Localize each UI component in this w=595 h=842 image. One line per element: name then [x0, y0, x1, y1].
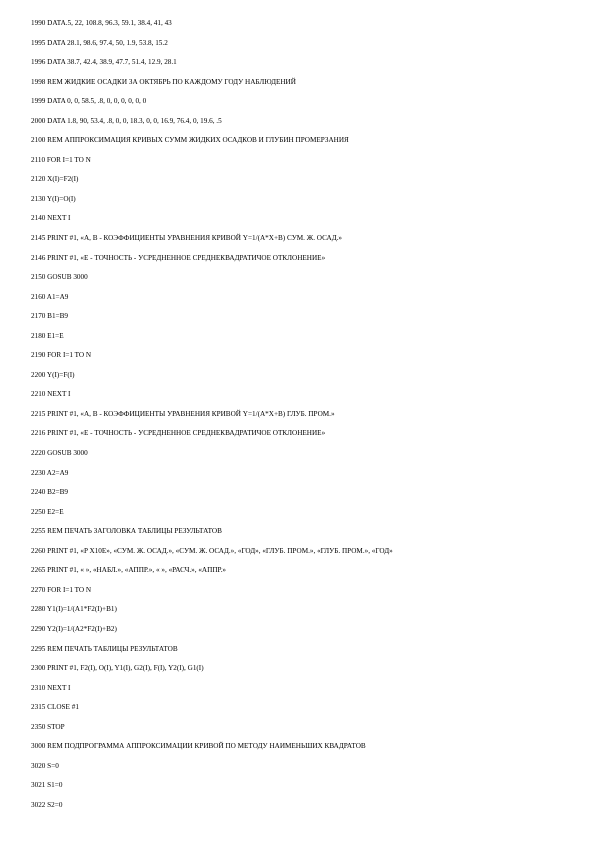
code-line: 2160 A1=A9	[31, 292, 69, 301]
code-line: 2200 Y(I)=F(I)	[31, 370, 75, 379]
code-line: 1998 REM ЖИДКИЕ ОСАДКИ ЗА ОКТЯБРЬ ПО КАЖДОМУ ГОДУ НАБЛЮДЕНИЙ	[31, 77, 296, 86]
code-line: 2260 PRINT #1, «P X10E», «СУМ. Ж. ОСАД.», «СУМ. Ж. ОСАД.», «ГОД», «ГЛУБ. ПРОМ.», «ГЛУБ. ПРОМ.», «ГОД»	[31, 546, 393, 555]
code-line: 2145 PRINT #1, «A, B - КОЭФФИЦИЕНТЫ УРАВНЕНИЯ КРИВОЙ Y=1/(A*X+B) СУМ. Ж. ОСАД.»	[31, 234, 342, 243]
code-line: 2100 REM АППРОКСИМАЦИЯ КРИВЫХ СУММ ЖИДКИХ ОСАДКОВ И ГЛУБИН ПРОМЕРЗАНИЯ	[31, 136, 349, 145]
code-line: 2295 REM ПЕЧАТЬ ТАБЛИЦЫ РЕЗУЛЬТАТОВ	[31, 644, 178, 653]
code-line: 2315 CLOSE #1	[31, 703, 79, 712]
code-line: 1990 DATA.5, 22, 108.8, 96.3, 59.1, 38.4, 41, 43	[31, 19, 172, 27]
code-line: 1995 DATA 28.1, 98.6, 97.4, 50, 1.9, 53.8, 15.2	[31, 38, 168, 47]
code-line: 2000 DATA 1.8, 90, 53.4, .8, 0, 0, 18.3, 0, 0, 16.9, 76.4, 0, 19.6, .5	[31, 116, 222, 125]
code-line: 2146 PRINT #1, «E - ТОЧНОСТЬ - УСРЕДНЕННОЕ СРЕДНЕКВАДРАТИЧОЕ ОТКЛОНЕНИЕ»	[31, 253, 326, 262]
code-line: 2230 A2=A9	[31, 468, 69, 477]
code-line: 2120 X(I)=F2(I)	[31, 175, 79, 184]
code-line: 2300 PRINT #1, F2(I), O(I), Y1(I), G2(I), F(I), Y2(I), G1(I)	[31, 664, 204, 673]
code-line: 2216 PRINT #1, «E - ТОЧНОСТЬ - УСРЕДНЕННОЕ СРЕДНЕКВАДРАТИЧОЕ ОТКЛОНЕНИЕ»	[31, 429, 326, 438]
code-line: 2215 PRINT #1, «A, B - КОЭФФИЦИЕНТЫ УРАВНЕНИЯ КРИВОЙ Y=1/(A*X+B) ГЛУБ. ПРОМ.»	[31, 409, 335, 418]
code-line: 1999 DATA 0, 0, 58.5, .8, 0, 0, 0, 0, 0, 0	[31, 97, 147, 106]
code-line: 2140 NEXT I	[31, 214, 71, 223]
code-line: 2190 FOR I=1 TO N	[31, 351, 92, 360]
code-line: 2290 Y2(I)=1/(A2*F2(I)+B2)	[31, 624, 117, 633]
code-line: 1996 DATA 38.7, 42.4, 38.9, 47.7, 51.4, 12.9, 28.1	[31, 58, 177, 67]
code-line: 3021 S1=0	[31, 781, 63, 790]
code-line: 2265 PRINT #1, « », «НАБЛ.», «АППР.», « », «РАСЧ.», «АППР.»	[31, 566, 226, 575]
program-listing	[31, 14, 571, 815]
code-line: 2255 REM ПЕЧАТЬ ЗАГОЛОВКА ТАБЛИЦЫ РЕЗУЛЬТАТОВ	[31, 527, 222, 536]
code-line: 3000 REM ПОДПРОГРАММА АППРОКСИМАЦИИ КРИВОЙ ПО МЕТОДУ НАИМЕНЬШИХ КВАДРАТОВ	[31, 742, 366, 751]
code-line: 3022 S2=0	[31, 800, 63, 809]
code-line: 3020 S=0	[31, 761, 59, 770]
code-line: 2310 NEXT I	[31, 683, 71, 692]
code-line: 2250 E2=E	[31, 507, 64, 516]
code-line: 2270 FOR I=1 TO N	[31, 585, 92, 594]
code-line: 2110 FOR I=1 TO N	[31, 155, 91, 164]
code-line: 2170 B1=B9	[31, 312, 69, 321]
code-line: 2220 GOSUB 3000	[31, 449, 88, 458]
code-line: 2180 E1=E	[31, 331, 64, 340]
code-line: 2350 STOP	[31, 722, 65, 731]
code-line: 2210 NEXT I	[31, 390, 71, 399]
code-line: 2130 Y(I)=O(I)	[31, 194, 76, 203]
code-line: 2280 Y1(I)=1/(A1*F2(I)+B1)	[31, 605, 117, 614]
code-line: 2240 B2=B9	[31, 488, 69, 497]
code-line: 2150 GOSUB 3000	[31, 273, 88, 282]
